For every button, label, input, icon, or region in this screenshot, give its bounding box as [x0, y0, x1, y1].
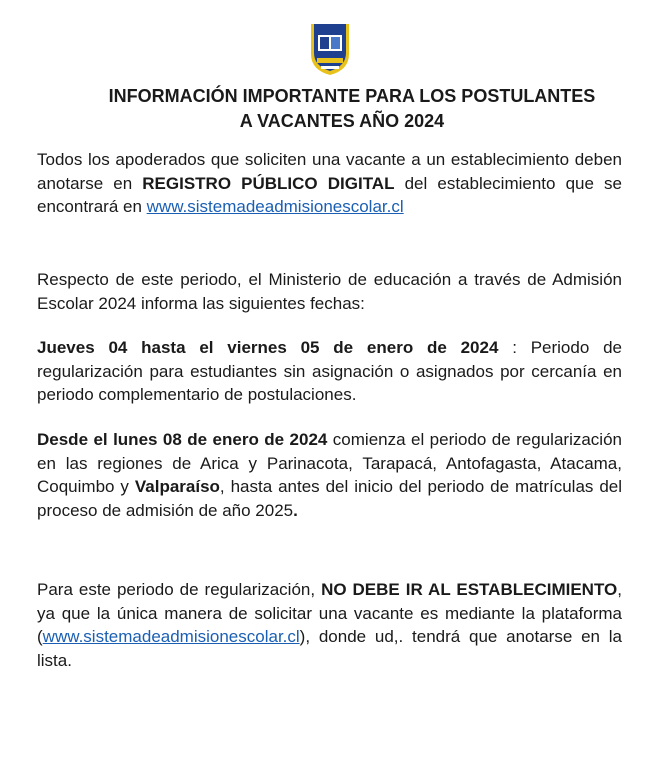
page-title — [40, 84, 644, 134]
p5-text-c: ), donde ud,. tendrá que anotarse en la lista. — [37, 627, 622, 670]
paragraph-respecto: Respecto de este periodo, el Ministerio de educación a través de Admisión Escolar 2024 informa las siguientes fechas: — [37, 270, 622, 313]
paragraph-registro — [37, 148, 622, 219]
admission-site-link[interactable]: www.sistemadeadmisionescolar.cl — [146, 197, 404, 216]
p4-bold-region: Valparaíso — [134, 477, 220, 496]
paragraph-para-este — [37, 578, 622, 672]
p4-text-rest: , hasta antes del inicio del periodo de matrículas del proceso de admisión de año 2025 — [37, 477, 623, 520]
p5-text-b: , ya que la única manera de solicitar una vacante es mediante la plataforma ( — [37, 580, 622, 646]
admission-site-link-2[interactable]: www.sistemadeadmisionescolar.cl — [42, 627, 300, 646]
title-line-1: INFORMACIÓN IMPORTANTE PARA LOS POSTULANTES — [108, 86, 596, 106]
p3-text-rest: : Periodo de regularización para estudiantes sin asignación o asignados por cercanía en periodo complementario de postulaciones. — [37, 338, 622, 404]
paragraph-jueves — [37, 336, 622, 407]
paragraph-desde — [37, 428, 622, 522]
p5-bold-warning: NO DEBE IR AL ESTABLECIMIENTO — [321, 580, 618, 599]
school-crest-logo — [309, 20, 351, 76]
title-line-2: A VACANTES AÑO 2024 — [239, 111, 445, 131]
p3-bold-dates: Jueves 04 hasta el viernes 05 de enero de 2024 — [37, 338, 499, 357]
p5-text-a: Para este periodo de regularización, — [37, 580, 322, 599]
p4-end-period: . — [293, 500, 298, 520]
p1-text-c: del establecimiento que se encontrará en — [37, 173, 622, 216]
p4-text-mid: comienza el periodo de regularización en las regiones de Arica y Parinacota, Tarapacá, Antofagasta, Atacama, Coquimbo y — [37, 430, 622, 496]
p4-bold-date: Desde el lunes 08 de enero de 2024 — [37, 430, 328, 449]
p1-bold-registro: REGISTRO PÚBLICO DIGITAL — [142, 173, 395, 193]
p1-text-a: Todos los apoderados que soliciten una vacante a un establecimiento deben anotarse en — [37, 150, 622, 193]
